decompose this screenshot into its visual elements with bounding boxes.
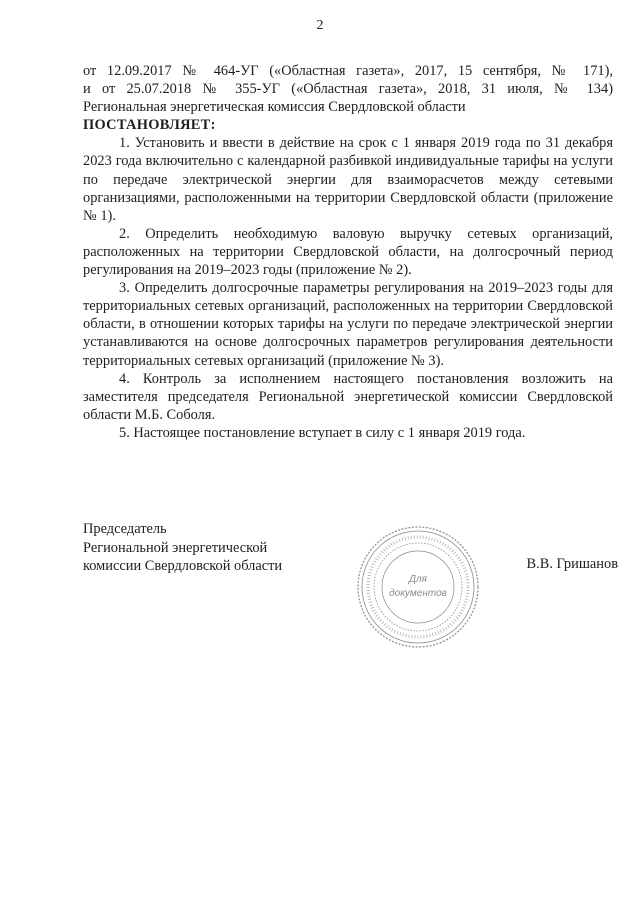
document-body xyxy=(83,62,613,442)
paragraph-4: 4. Контроль за исполнением настоящего постановления возложить на заместителя председателя Региональной энергетической комиссии Свердловской области М.Б. Соболя. xyxy=(83,370,613,423)
decree-heading: ПОСТАНОВЛЯЕТ: xyxy=(83,117,216,134)
stamp-text-line-2: документов xyxy=(389,588,447,599)
signatory-title-line-3: комиссии Свердловской области xyxy=(83,558,283,574)
official-stamp xyxy=(355,524,481,650)
paragraph-2: 2. Определить необходимую валовую выручку сетевых организаций, расположенных на территории Свердловской области, на долгосрочный период регулирования на 2019–2023 годы (приложение № 2). xyxy=(83,225,613,279)
signatory-title xyxy=(83,520,282,576)
paragraph-1: 1. Установить и ввести в действие на срок с 1 января 2019 года по 31 декабря 2023 года включительно с календарной разбивкой индивидуальные тарифы на услуги по передаче электрической энергии для взаиморасчетов между сетевыми организациями, расположенными на территории Свердловской области (приложение № 1). xyxy=(83,135,613,224)
paragraph-5: 5. Настоящее постановление вступает в силу с 1 января 2019 года. xyxy=(119,424,526,441)
signatory-title-line-2: Региональной энергетической xyxy=(83,539,268,556)
paragraph-3: 3. Определить долгосрочные параметры регулирования на 2019–2023 годы для территориальных сетевых организаций, расположенных на территории Свердловской области, в отношении которых тарифы на услуги по передаче электрической энергии устанавливаются на основе долгосрочных параметров регулирования деятельности территориальных сетевых организаций (приложение № 3). xyxy=(83,280,613,369)
signatory-title-line-1: Председатель xyxy=(83,521,167,537)
intro-line-3: Региональная энергетическая комиссия Свердловской области xyxy=(83,99,466,116)
intro-line-1: от 12.09.2017 № 464-УГ («Областная газета», 2017, 15 сентября, № 171), xyxy=(83,63,613,79)
intro-line-2: и от 25.07.2018 № 355-УГ («Областная газета», 2018, 31 июля, № 134) xyxy=(83,81,613,98)
stamp-text-line-1: Для xyxy=(408,574,428,585)
signatory-name: В.В. Гришанов xyxy=(526,556,618,572)
page-number: 2 xyxy=(316,18,324,33)
